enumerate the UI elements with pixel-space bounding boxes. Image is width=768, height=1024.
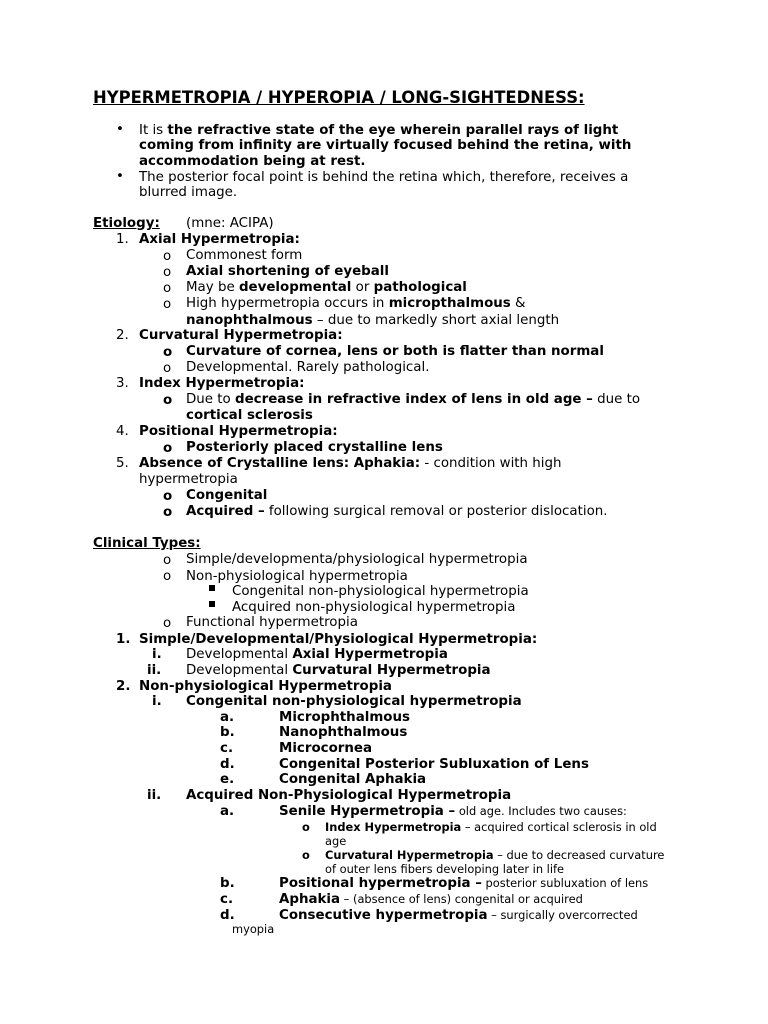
list-number: i. [152, 694, 162, 709]
list-item [186, 280, 467, 296]
text-run: due to [592, 392, 641, 407]
list-item: Congenital Aphakia [279, 772, 427, 787]
clinical-item-non-physiological: Non-physiological Hypermetropia [139, 679, 392, 694]
list-number: 1. [116, 632, 131, 647]
list-number: 2. [116, 679, 131, 694]
circle-bullet-icon: o [302, 848, 310, 862]
list-item [186, 647, 448, 663]
list-item [186, 296, 525, 312]
list-item-line-2 [186, 313, 559, 329]
list-letter: a. [220, 710, 235, 725]
list-item-line-2: of outer lens fibers developing later in life [325, 862, 565, 876]
list-item [186, 392, 640, 408]
list-item: Microcornea [279, 741, 373, 756]
text-run: Absence of Crystalline lens: Aphakia: [139, 456, 421, 471]
circle-bullet-icon: o [163, 345, 173, 360]
list-number: 4. [116, 424, 129, 439]
circle-bullet-icon: o [163, 489, 173, 504]
list-number: ii. [147, 788, 162, 803]
text-run: Developmental [186, 647, 293, 662]
list-item: Congenital Posterior Subluxation of Lens [279, 757, 589, 772]
text-run: or [351, 280, 374, 295]
text-run: Curvatural Hypermetropia [292, 663, 491, 678]
bullet-icon: • [116, 169, 124, 184]
list-item-line-2: age [325, 834, 347, 848]
etiology-item-positional: Positional Hypermetropia: [139, 424, 338, 439]
list-letter: a. [220, 804, 235, 819]
bullet-icon: • [116, 122, 124, 137]
list-item-line-2: cortical sclerosis [186, 408, 313, 423]
text-run: Index Hypermetropia [325, 820, 462, 834]
list-item [186, 504, 608, 520]
list-letter: c. [220, 741, 234, 756]
list-item: Commonest form [186, 248, 303, 263]
etiology-heading: Etiology: [93, 216, 160, 231]
intro-bullet-2-line-2: blurred image. [139, 185, 238, 200]
text-run: High hypermetropia occurs in [186, 296, 389, 311]
list-number: 3. [116, 376, 129, 391]
text-run: micropthalmous [388, 296, 511, 311]
text-run: Axial Hypermetropia [292, 647, 448, 662]
list-item [279, 804, 627, 820]
text-run: Due to [186, 392, 235, 407]
circle-bullet-icon: o [163, 553, 172, 568]
etiology-item-aphakia-line-2: hypermetropia [139, 472, 238, 487]
list-item-line-2: myopia [232, 922, 275, 936]
list-item: Acquired Non-Physiological Hypermetropia [186, 788, 512, 803]
list-number: 2. [116, 328, 129, 343]
text-run: - condition with high [420, 456, 562, 471]
list-number: ii. [147, 663, 162, 678]
list-item [279, 908, 638, 924]
list-item [325, 849, 664, 862]
text-run: developmental [238, 280, 352, 295]
list-item [186, 663, 491, 679]
text-run: Curvatural Hypermetropia [325, 848, 494, 862]
text-run: – due to decreased curvature [493, 848, 665, 862]
list-letter: b. [220, 725, 235, 740]
list-item: Microphthalmous [279, 710, 410, 725]
list-letter: d. [220, 757, 235, 772]
list-item: Simple/developmenta/physiological hypermetropia [186, 552, 528, 567]
text-run: – surgically overcorrected [487, 908, 638, 922]
list-number: 5. [116, 456, 129, 471]
list-item: Congenital non-physiological hypermetropia [186, 694, 522, 709]
list-item: Congenital [186, 488, 268, 503]
text-run: Acquired – [186, 504, 265, 519]
circle-bullet-icon: o [163, 393, 173, 408]
circle-bullet-icon: o [163, 297, 172, 312]
text-run: – due to markedly short axial length [312, 313, 560, 328]
square-bullet-icon [209, 585, 215, 591]
etiology-item-aphakia [139, 456, 562, 472]
intro-bullet-1-line-3: accommodation being at rest. [139, 154, 366, 169]
text-run: decrease in refractive index of lens in old age – [235, 392, 593, 407]
etiology-item-index: Index Hypermetropia: [139, 376, 305, 391]
list-item: Developmental. Rarely pathological. [186, 360, 430, 375]
text-run: – acquired cortical sclerosis in old [461, 820, 657, 834]
text-run: pathological [373, 280, 467, 295]
text-run: May be [186, 280, 239, 295]
etiology-mnemonic: (mne: ACIPA) [186, 216, 274, 231]
circle-bullet-icon: o [163, 441, 173, 456]
text-run: – (absence of lens) congenital or acquired [340, 892, 583, 906]
circle-bullet-icon: o [163, 505, 173, 520]
text-run: the refractive state of the eye wherein parallel rays of light [167, 123, 619, 138]
circle-bullet-icon: o [163, 616, 172, 631]
list-item [279, 876, 648, 892]
list-item: Functional hypermetropia [186, 615, 358, 630]
list-letter: b. [220, 876, 235, 891]
list-number: i. [152, 647, 162, 662]
text-run: following surgical removal or posterior dislocation. [264, 504, 608, 519]
list-item [279, 892, 583, 908]
intro-bullet-1-line-2: coming from infinity are virtually focused behind the retina, with [139, 138, 632, 153]
list-item: Non-physiological hypermetropia [186, 569, 408, 584]
list-letter: e. [220, 772, 235, 787]
page-title: HYPERMETROPIA / HYPEROPIA / LONG-SIGHTEDNESS: [93, 88, 585, 107]
text-run: Consecutive hypermetropia [279, 908, 488, 923]
text-run: Developmental [186, 663, 293, 678]
list-letter: d. [220, 908, 235, 923]
text-run: & [510, 296, 526, 311]
clinical-types-heading: Clinical Types: [93, 536, 201, 551]
list-item: Nanophthalmous [279, 725, 408, 740]
circle-bullet-icon: o [302, 820, 310, 834]
list-item: Congenital non-physiological hypermetropia [232, 584, 529, 599]
text-run: Aphakia [279, 892, 341, 907]
circle-bullet-icon: o [163, 361, 172, 376]
circle-bullet-icon: o [163, 249, 172, 264]
etiology-item-curvatural: Curvatural Hypermetropia: [139, 328, 343, 343]
list-item: Axial shortening of eyeball [186, 264, 389, 279]
text-run: Positional hypermetropia – [279, 876, 482, 891]
text-run: nanophthalmous [186, 313, 313, 328]
circle-bullet-icon: o [163, 265, 172, 280]
text-run: It is [139, 123, 168, 138]
etiology-item-axial: Axial Hypermetropia: [139, 232, 300, 247]
clinical-item-simple: Simple/Developmental/Physiological Hypermetropia: [139, 632, 538, 647]
text-run: old age. Includes two causes: [455, 804, 627, 818]
circle-bullet-icon: o [163, 281, 172, 296]
list-item: Curvature of cornea, lens or both is flatter than normal [186, 344, 604, 359]
list-item [325, 821, 657, 834]
square-bullet-icon [209, 601, 215, 607]
list-item: Acquired non-physiological hypermetropia [232, 600, 516, 615]
circle-bullet-icon: o [163, 569, 172, 584]
list-letter: c. [220, 892, 234, 907]
text-run: Senile Hypermetropia – [279, 804, 456, 819]
intro-bullet-1 [139, 123, 618, 139]
intro-bullet-2: The posterior focal point is behind the retina which, therefore, receives a [139, 170, 629, 185]
text-run: posterior subluxation of lens [481, 876, 649, 890]
list-number: 1. [116, 232, 129, 247]
list-item: Posteriorly placed crystalline lens [186, 440, 443, 455]
